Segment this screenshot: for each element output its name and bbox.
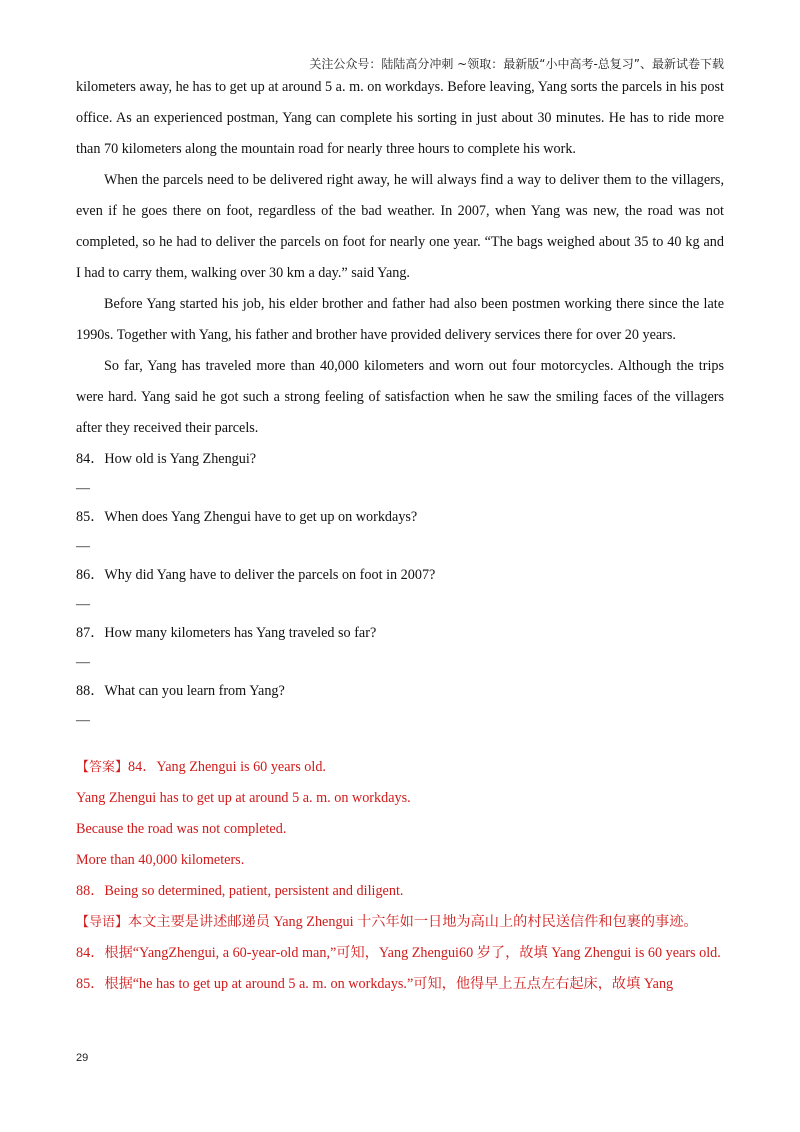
question-85: 85．When does Yang Zhengui have to get up on workdays? xyxy=(76,509,418,525)
page-header: 关注公众号：陆陆高分冲刺 ~领取：最新版“小中高考-总复习”、最新试卷下载 xyxy=(309,57,724,71)
answer-blank-88: — xyxy=(76,713,90,728)
explanation-85: 85．根据“he has to get up at around 5 a. m. on workdays.”可知，他得早上五点左右起床，故填 Yang xyxy=(76,976,674,992)
question-list xyxy=(76,444,724,734)
question-87: 87．How many kilometers has Yang traveled so far? xyxy=(76,625,377,641)
answer-88: 88．Being so determined, patient, persistent and diligent. xyxy=(76,883,404,899)
answer-section xyxy=(76,752,724,1000)
guide-tag: 【导语】 xyxy=(76,915,129,930)
answer-blank-85: — xyxy=(76,539,90,554)
guide-text: 本文主要是讲述邮递员 Yang Zhengui 十六年如一日地为高山上的村民送信件和包裹的事迹。 xyxy=(128,914,698,930)
answer-87: More than 40,000 kilometers. xyxy=(76,852,245,868)
passage-paragraph: When the parcels need to be delivered right away, he will always find a way to deliver them to the villagers, even if he goes there on foot, regardless of the bad weather. In 2007, when Yang was new, the road was not completed, so he had to deliver the parcels on foot for nearly one year. “The bags weighed about 35 to 40 kg and I had to carry them, walking over 30 km a day.” said Yang. xyxy=(76,172,724,281)
passage-paragraph: Before Yang started his job, his elder brother and father had also been postmen working there since the late 1990s. Together with Yang, his father and brother have provided delivery services there for over 20 years. xyxy=(76,296,724,343)
document-body xyxy=(76,72,724,1000)
answer-blank-86: — xyxy=(76,597,90,612)
page-number: 29 xyxy=(76,1052,89,1064)
question-84: 84．How old is Yang Zhengui? xyxy=(76,451,257,467)
answer-blank-87: — xyxy=(76,655,90,670)
answer-85: Yang Zhengui has to get up at around 5 a. m. on workdays. xyxy=(76,790,411,806)
guide-line xyxy=(76,907,724,938)
answer-86: Because the road was not completed. xyxy=(76,821,287,837)
passage-paragraph: So far, Yang has traveled more than 40,000 kilometers and worn out four motorcycles. Although the trips were hard. Yang said he got such a strong feeling of satisfaction when he saw the smiling faces of the villagers after they received their parcels. xyxy=(76,358,724,436)
answer-line xyxy=(76,752,724,783)
explanation-84: 84．根据“YangZhengui, a 60-year-old man,”可知，Yang Zhengui60 岁了，故填 Yang Zhengui is 60 years old. xyxy=(76,945,721,961)
passage-paragraph: kilometers away, he has to get up at around 5 a. m. on workdays. Before leaving, Yang sorts the parcels in his post office. As an experienced postman, Yang can complete his sorting in just about 30 minutes. He has to ride more than 70 kilometers along the mountain road for nearly three hours to complete his work. xyxy=(76,79,724,157)
question-86: 86．Why did Yang have to deliver the parcels on foot in 2007? xyxy=(76,567,436,583)
answer-blank-84: — xyxy=(76,481,90,496)
question-88: 88．What can you learn from Yang? xyxy=(76,683,285,699)
answer-tag: 【答案】 xyxy=(76,760,129,775)
answer-84: 84．Yang Zhengui is 60 years old. xyxy=(128,759,326,775)
